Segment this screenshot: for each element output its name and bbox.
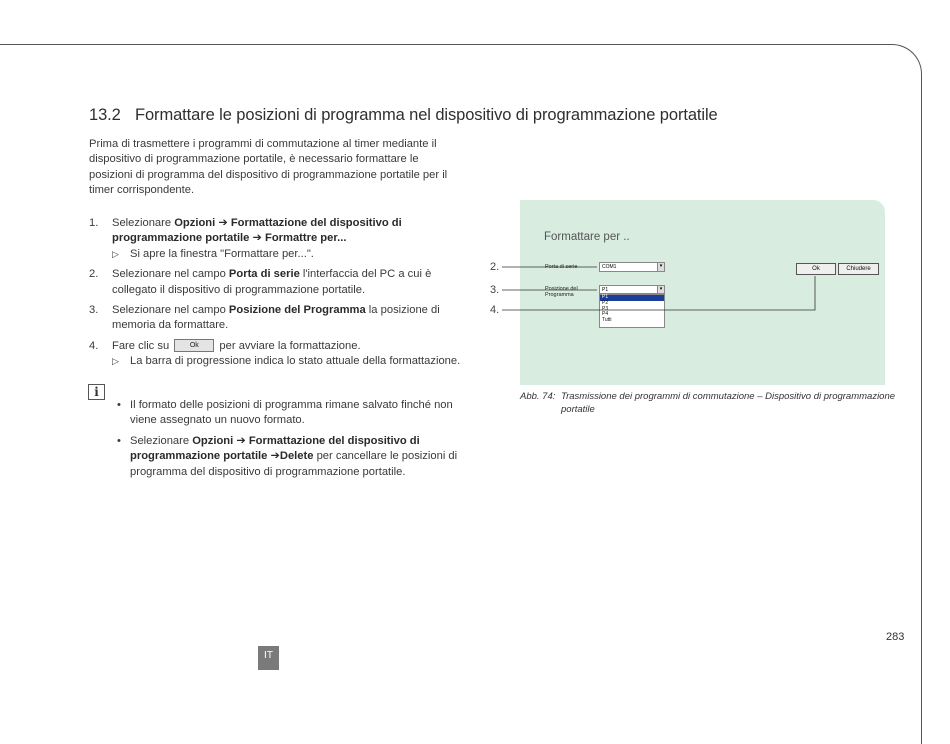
menu-arrow: ➔ xyxy=(249,232,265,245)
list-item: P2 xyxy=(602,299,609,306)
ok-button-image: Ok xyxy=(174,339,214,352)
position-value: P1 xyxy=(602,287,609,293)
result-text: La barra di progressione indica lo stato attuale della formattazione. xyxy=(130,355,461,368)
caption-text: Trasmissione dei programmi di commutazione – Dispositivo di programmazione portatile xyxy=(561,391,896,415)
chevron-down-icon: ▾ xyxy=(657,286,664,293)
menu-delete: Delete xyxy=(279,450,314,463)
step-text: Selezionare nel campo xyxy=(112,304,229,317)
dialog-title: Formattare per .. xyxy=(544,231,630,243)
chevron-down-icon: ▾ xyxy=(657,263,664,271)
step-number: 2. xyxy=(89,268,99,281)
bullet-icon: • xyxy=(117,399,121,411)
caption-label: Abb. 74: xyxy=(520,391,556,402)
step-text: Selezionare xyxy=(112,217,175,229)
ok-button: Ok xyxy=(796,263,836,275)
menu-arrow: ➔ xyxy=(233,434,249,447)
note-text: Selezionare xyxy=(130,434,193,447)
step-text: l'interfaccia del PC a cui è collegato il dispositivo di programmazione portatile. xyxy=(112,268,432,296)
port-value: COM1 xyxy=(602,264,617,270)
note-text: Il formato delle posizioni di programma rimane salvato finché non viene assegnato un nuovo formato. xyxy=(130,399,453,427)
info-icon: i xyxy=(88,384,105,400)
menu-format-device: Formattazione del dispositivo di programmazione portatile xyxy=(130,434,420,463)
step-number: 1. xyxy=(89,217,99,229)
callout-2: 2. xyxy=(490,261,500,273)
close-button: Chiudere xyxy=(838,263,879,275)
result-triangle-icon: ▷ xyxy=(112,356,119,367)
page-number: 283 xyxy=(886,631,905,643)
position-label: Posizione del Programma xyxy=(545,286,578,298)
menu-options: Opzioni xyxy=(174,217,216,229)
step-number: 4. xyxy=(89,339,99,352)
step-text: la posizione di memoria da formattare. xyxy=(112,304,440,332)
callout-3: 3. xyxy=(490,284,500,296)
figure-caption xyxy=(520,390,900,416)
list-item: P4 xyxy=(602,311,609,318)
intro-paragraph: Prima di trasmettere i programmi di commutazione al timer mediante il dispositivo di programmazione portatile, è necessario formattare le posizioni di programma del dispositivo di programmazione portatile per il timer corrispondente. xyxy=(89,138,448,197)
list-item: P1 xyxy=(600,295,664,301)
section-number: 13.2 xyxy=(89,106,121,124)
language-tab: IT xyxy=(258,646,279,670)
list-item: P3 xyxy=(602,305,609,312)
callout-4: 4. xyxy=(490,304,500,316)
menu-arrow: ➔ xyxy=(267,450,280,463)
menu-arrow: ➔ xyxy=(215,217,231,229)
note-text: per cancellare le posizioni di programma del dispositivo di programmazione portatile. xyxy=(130,450,458,478)
step-text: Selezionare nel campo xyxy=(112,268,229,281)
menu-options: Opzioni xyxy=(192,434,234,447)
menu-format-for: Formattre per... xyxy=(264,232,347,245)
field-program-position: Posizione del Programma xyxy=(228,304,366,317)
result-text: Si apre la finestra "Formattare per...". xyxy=(130,247,314,260)
port-label: Porta di serie xyxy=(545,264,578,270)
field-port: Porta di serie xyxy=(228,268,300,281)
result-triangle-icon: ▷ xyxy=(112,248,119,259)
step-text: per avviare la formattazione. xyxy=(216,339,361,352)
bullet-icon: • xyxy=(117,434,121,447)
menu-format-device: Formattazione del dispositivo di programmazione portatile xyxy=(112,217,402,245)
section-title: Formattare le posizioni di programma nel dispositivo di programmazione portatile xyxy=(135,106,718,124)
step-number: 3. xyxy=(89,304,99,317)
list-item: Tutti xyxy=(602,317,612,324)
step-text: Fare clic su xyxy=(112,339,173,352)
